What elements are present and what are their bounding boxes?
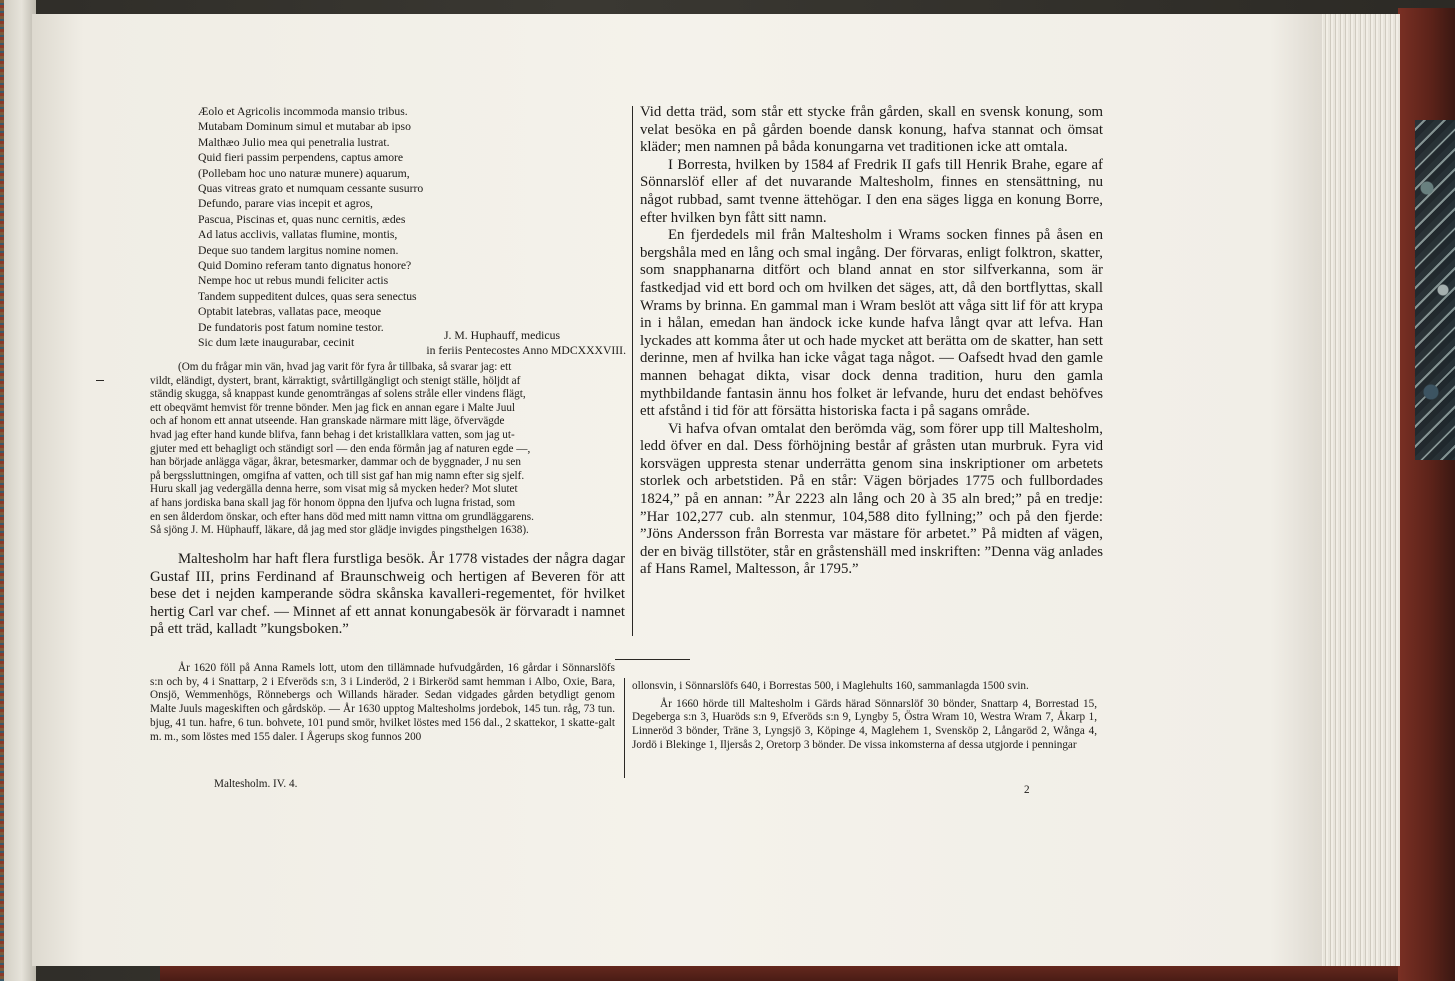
footnote-right xyxy=(632,680,1097,757)
signature-name: J. M. Huphauff, medicus xyxy=(444,329,560,342)
paragraph: En fjerdedels mil från Maltesholm i Wrams socken finnes på åsen en bergshåla med en lång och smal ingång. Der förvaras, enligt folktron, skatter, som snapphanarna ditfört och bland annat en stor silfverkanna, som är fastkedjad vid ett bord och om hvilken det säges, att, då den bortflyttas, skall Wrams by brinna. En gammal man i Wram beslöt att våga sitt lif för att krypa in i hålan, emedan han ändock icke kunde hafva långt qvar att lefva. Han lyckades att komma åter ut och hade mycket att berätta om de skatter, han sett derinne, men af hvilka han icke vågat taga något. — Oafsedt hvad den gamle mannen behagat dikta, visar dock denna tradition, huru den gamla mythbildande fantasin ännu hos folket är lefvande, huru det endast behöfves ett afstånd i tid för att försätta historiska facta i på sagans område. xyxy=(640,227,1103,420)
translation-line: Huru skall jag vedergälla denna herre, som visat mig så mycken heder? Mot slutet xyxy=(150,483,518,496)
translation-line: af hans jordiska bana skall jag för honom öppna den ljufva och lugna fristad, som xyxy=(150,496,516,509)
poem-line: Malthæo Julio mea qui penetralia lustrat. xyxy=(198,135,390,149)
poem-line: Quid Domino referam tanto dignatus honore? xyxy=(198,259,412,273)
swedish-translation xyxy=(150,361,625,538)
translation-line: gjuter med ett behagligt och ständigt sorl — den enda förmån jag af naturen egde —, xyxy=(150,442,531,455)
translation-line: och af honom ett annat utseende. Han granskade närmare mitt läge, öfvervägde xyxy=(150,415,505,428)
poem-line: Defundo, parare vias incepit et agros, xyxy=(198,197,373,211)
translation-line: vildt, eländigt, dystert, brant, kärraktigt, svårtillgängligt och stenigt ställe, höljdt af xyxy=(150,374,521,387)
latin-poem xyxy=(198,104,628,351)
poem-line: Quas vitreas grato et numquam cessante susurro xyxy=(198,182,424,196)
paragraph: I Borresta, hvilken by 1584 af Fredrik II gafs till Henrik Brahe, egare af Sönnarslöf eller af det nuvarande Maltesholm, finnes en stensättning, nu något rubbad, samt tvenne ättehögar. I den ena säges ligga en konung Borre, efter hvilken byn fått sitt namn. xyxy=(640,156,1103,226)
translation-line: ständig skugga, så knappast kunde genomträngas af solens stråle eller vindens flägt, xyxy=(150,388,526,401)
footnote-text: År 1620 föll på Anna Ramels lott, utom den tillämnade hufvudgården, 16 gårdar i Sönnarslöfs s:n och by, 4 i Snattarp, 2 i Efveröds s:n, 3 i Linderöd, 2 i Birkeröd samt hemman i Albo, Oxie, Bara, Onsjö, Wemmenhögs, Rönnebergs och Willands härader. Sedan vidgades gården betydligt genom Malte Juuls mageskiften och gårdsköp. — År 1630 upptog Maltesholms jordebok, 145 tun. råg, 73 tun. bjug, 41 tun. hafre, 6 tun. bohvete, 101 pund smör, hvilket löstes med 156 dal., 2 skattekor, 1 skatte-galt m. m., som löstes med 155 daler. I Ågerups skog funnos 200 xyxy=(150,662,615,743)
footnote-left xyxy=(150,662,615,744)
signature-date: in feriis Pentecostes Anno MDCXXXVIII. xyxy=(426,344,626,358)
paragraph: Vid detta träd, som står ett stycke från gården, skall en svensk konung, som velat besöka en på gården boende dansk konung, hafva stannat och ömsat kläder; men namnen på båda konungarna vet traditionen icke att omtala. xyxy=(640,104,1103,156)
footnote-divider xyxy=(624,678,625,778)
poem-line: De fundatoris post fatum nomine testor. xyxy=(198,320,384,334)
column-divider xyxy=(632,106,633,636)
page-number: 2 xyxy=(1024,784,1030,796)
footnote-text: ollonsvin, i Sönnarslöfs 640, i Borrestas 500, i Maglehults 160, sammanlagda 1500 svin. xyxy=(632,680,1029,692)
poem-line: Deque suo tandem largitus nomine nomen. xyxy=(198,243,399,257)
left-page-edge xyxy=(0,0,36,981)
page-stack xyxy=(1318,14,1400,966)
translation-line: Så sjöng J. M. Hüphauff, läkare, då jag med stor glädje invigdes pingsthelgen 1638). xyxy=(150,524,529,537)
poem-line: Optabit latebras, vallatas pace, meoque xyxy=(198,305,382,319)
poem-line: Nempe hoc ut rebus mundi feliciter actis xyxy=(198,274,389,288)
printer-signature-mark: Maltesholm. IV. 4. xyxy=(214,778,298,790)
poem-line: Ad latus acclivis, vallatas flumine, montis, xyxy=(198,228,398,242)
poem-line: Mutabam Dominum simul et mutabar ab ipso xyxy=(198,120,411,134)
poem-line: Pascua, Piscinas et, quas nunc cernitis, ædes xyxy=(198,212,406,226)
margin-mark xyxy=(96,380,104,381)
marbled-endpaper xyxy=(1415,120,1455,460)
translation-line: en sen ålderdom önskar, och efter hans död med mitt namn vittna om grundläggarens. xyxy=(150,510,534,523)
right-column xyxy=(640,104,1103,579)
translation-line: han började anlägga vägar, åkrar, betesmarker, dammar och de byggnader, J nu sen xyxy=(150,456,521,469)
translation-line: ett obeqvämt hemvist för trenne bönder. Men jag fick en annan egare i Malte Juul xyxy=(150,401,516,414)
translation-line: hvad jag efter hand kunde blifva, fann behag i det kristallklara vatten, som jag ut- xyxy=(150,428,515,441)
left-column-paragraph xyxy=(150,551,625,639)
translation-line: på bergssluttningen, omgifna af vatten, och till sist gaf han mig namn efter sig sjelf. xyxy=(150,469,525,482)
poem-line: Æolo et Agricolis incommoda mansio tribus. xyxy=(198,105,408,118)
paragraph: Vi hafva ofvan omtalat den berömda väg, som förer upp till Maltesholm, ledd öfver en dal. Dess förhöjning består af gråsten utan murbruk. Fyra vid korsvägen uppresta stenar underrätta genom sina inskriptioner om arbetets storlek och arbetstiden. På en står: Vägen börjades 1775 och fullbordades 1824,” på en annan: ”År 2223 aln lång och 20 à 35 aln bred;” på en tredje: ”Har 102,277 cub. aln stenmur, 104,588 dito fyllning;” och på den fjerde: ”Jöns Andersson från Borresta var mästare för arbetet.” På midten af vägen, der en biväg tillstöter, står en gråstenshäll med inskriften: ”Denna väg anlades af Hans Ramel, Maltesson, år 1795.” xyxy=(640,420,1103,578)
poem-signature xyxy=(300,328,626,359)
paragraph: Maltesholm har haft flera furstliga besök. År 1778 vistades der några dagar Gustaf III, prins Ferdinand af Braunschweig och hertigen af Beveren för att bese det i nejden kamperande södra skånska kavalleri-regementet, för hvilket hertig Carl var chef. — Minnet af ett annat konungabesök är förvaradt i namnet på ett träd, kalladt ”kungsboken.” xyxy=(150,551,625,637)
footnote-separator xyxy=(615,659,690,660)
binding-edge xyxy=(0,0,4,981)
translation-line: (Om du frågar min vän, hvad jag varit för fyra år tillbaka, så svarar jag: ett xyxy=(178,361,512,373)
poem-line: Tandem suppeditent dulces, quas sera senectus xyxy=(198,289,417,303)
poem-line: Sic dum læte inaugurabar, cecinit xyxy=(198,336,355,350)
poem-line: Quid fieri passim perpendens, captus amore xyxy=(198,151,404,165)
footnote-text: År 1660 hörde till Maltesholm i Gärds härad Sönnarslöf 30 bönder, Snattarp 4, Borrestad 15, Degeberga s:n 3, Huaröds s:n 9, Efveröds s:n 9, Lyngby 5, Östra Wram 10, Westra Wram 7, Åkarp 1, Linneröd 3 bönder, Träne 3, Lyngsjö 3, Köpinge 4, Maglehem 1, Svensköp 2, Långaröd 2, Wånga 4, Jordö i Blekinge 1, Iljersås 2, Oretorp 3 bönder. De vissa inkomsterna af dessa utgjorde i penningar xyxy=(632,697,1097,751)
poem-line: (Pollebam hoc uno naturæ munere) aquarum, xyxy=(198,166,410,180)
